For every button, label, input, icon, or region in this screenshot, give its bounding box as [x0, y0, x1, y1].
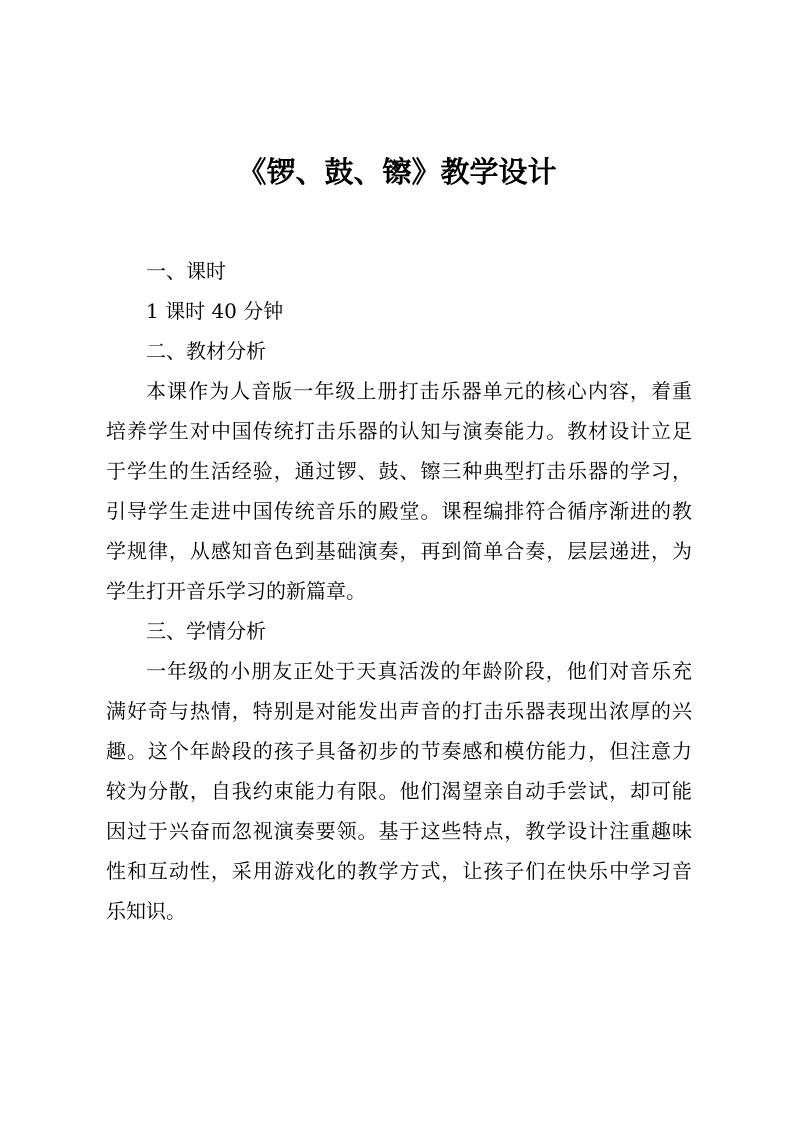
- section-student-analysis: [106, 611, 692, 931]
- paragraph-line: 一年级的小朋友正处于天真活泼的年龄阶段，他们对音乐充: [146, 659, 692, 683]
- paragraph-line: 较为分散，自我约束能力有限。他们渴望亲自动手尝试，却可能: [106, 779, 692, 803]
- paragraph-line: 培养学生对中国传统打击乐器的认知与演奏能力。教材设计立足: [106, 419, 692, 443]
- paragraph-line: 趣。这个年龄段的孩子具备初步的节奏感和模仿能力，但注意力: [106, 739, 692, 763]
- paragraph-line: 引导学生走进中国传统音乐的殿堂。课程编排符合循序渐进的教: [106, 499, 692, 523]
- paragraph-line: 因过于兴奋而忽视演奏要领。基于这些特点，教学设计注重趣味: [106, 819, 692, 843]
- section-class-hours: [106, 251, 692, 331]
- document-title: 《锣、鼓、镲》教学设计: [237, 155, 557, 189]
- section-textbook-analysis: [106, 331, 692, 611]
- paragraph-line: 学生打开音乐学习的新篇章。: [106, 579, 366, 603]
- paragraph-line: 本课作为人音版一年级上册打击乐器单元的核心内容，着重: [146, 379, 692, 403]
- paragraph-line: 学规律，从感知音色到基础演奏，再到简单合奏，层层递进，为: [106, 539, 692, 563]
- section-heading: 一、课时: [146, 259, 226, 283]
- paragraph-line: 满好奇与热情，特别是对能发出声音的打击乐器表现出浓厚的兴: [106, 699, 692, 723]
- section-heading: 三、学情分析: [146, 619, 266, 643]
- document-body: [106, 251, 692, 931]
- paragraph-line: 于学生的生活经验，通过锣、鼓、镲三种典型打击乐器的学习，: [106, 459, 692, 483]
- section-heading: 二、教材分析: [146, 339, 266, 363]
- paragraph-line: 性和互动性，采用游戏化的教学方式，让孩子们在快乐中学习音: [106, 859, 692, 883]
- paragraph-line: 乐知识。: [106, 899, 186, 923]
- paragraph-line: 1 课时 40 分钟: [146, 299, 284, 323]
